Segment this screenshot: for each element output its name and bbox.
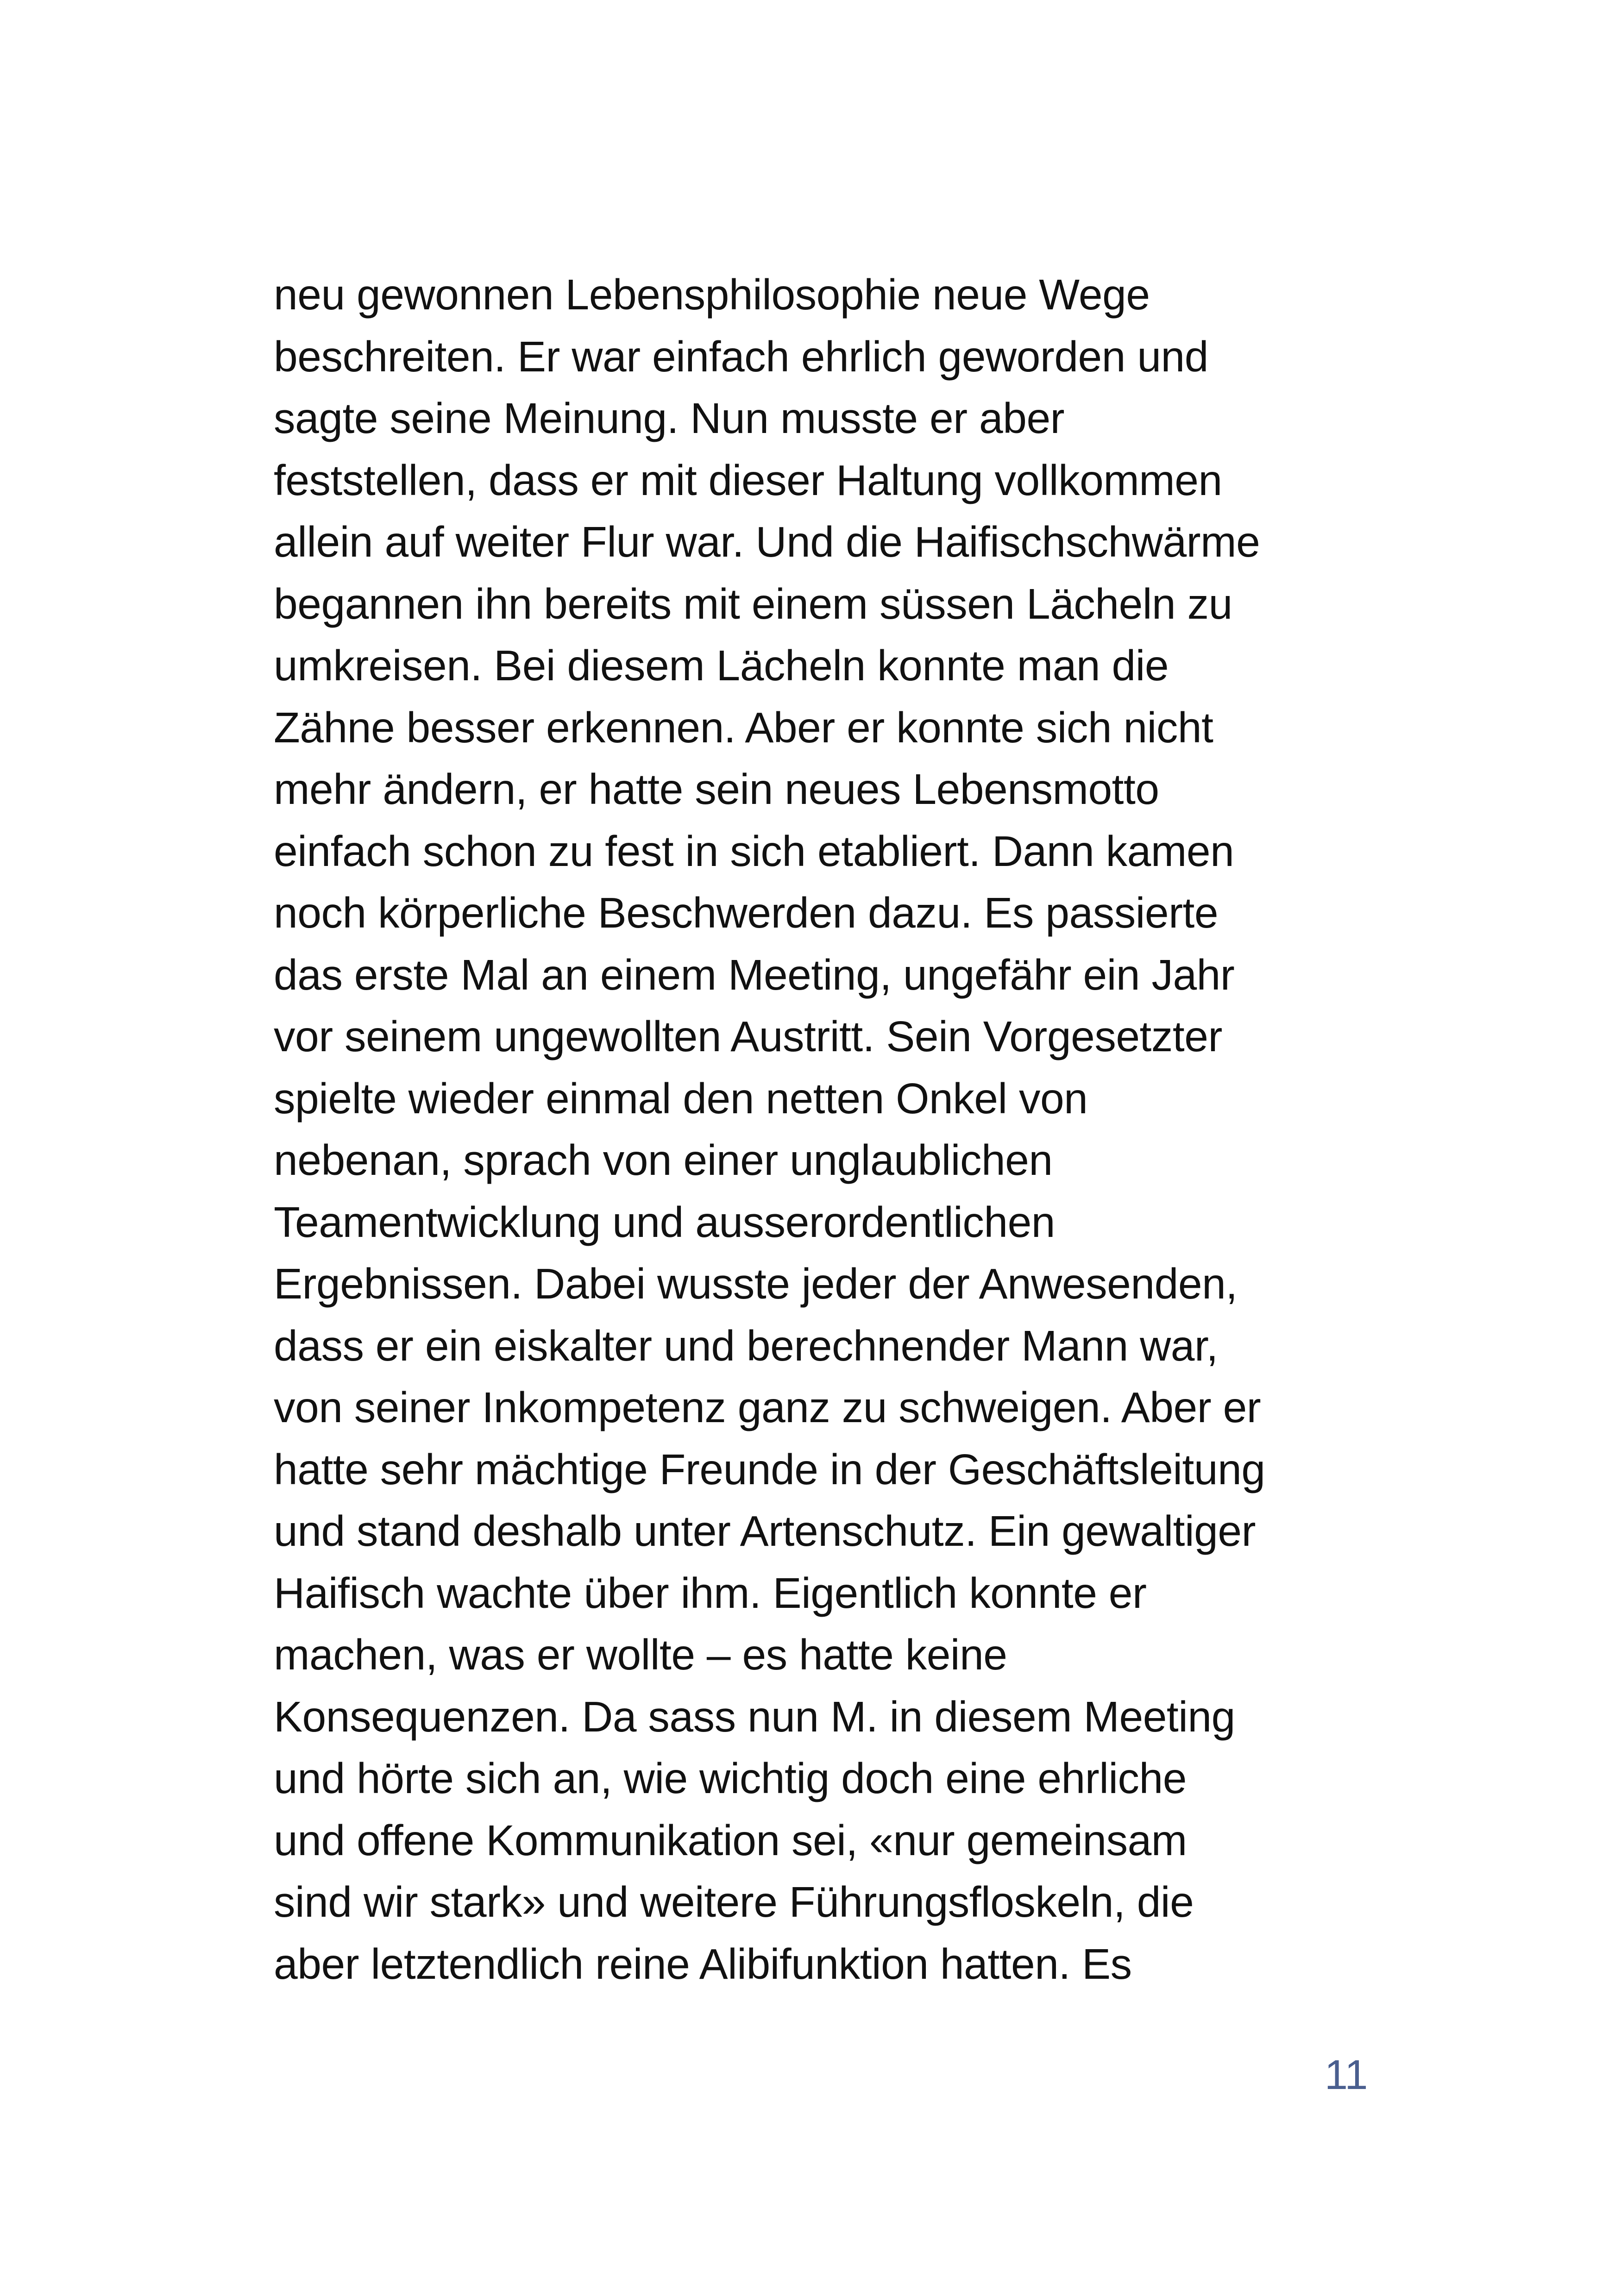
page-number: 11 bbox=[1325, 2052, 1368, 2098]
text-line: nebenan, sprach von einer unglaublichen bbox=[274, 1136, 1053, 1184]
text-line: neu gewonnen Lebensphilosophie neue Wege bbox=[274, 270, 1150, 319]
text-line: Teamentwicklung und ausserordentlichen bbox=[274, 1198, 1056, 1246]
text-line: hatte sehr mächtige Freunde in der Geschäftsleitung bbox=[274, 1445, 1265, 1493]
text-line: noch körperliche Beschwerden dazu. Es passierte bbox=[274, 889, 1219, 937]
text-line: allein auf weiter Flur war. Und die Haifischschwärme bbox=[274, 518, 1260, 566]
text-line: das erste Mal an einem Meeting, ungefähr ein Jahr bbox=[274, 950, 1235, 999]
text-line: vor seinem ungewollten Austritt. Sein Vorgesetzter bbox=[274, 1012, 1222, 1060]
text-line: spielte wieder einmal den netten Onkel von bbox=[274, 1074, 1088, 1123]
text-line: Haifisch wachte über ihm. Eigentlich konnte er bbox=[274, 1568, 1147, 1617]
text-line: dass er ein eiskalter und berechnender Mann war, bbox=[274, 1321, 1218, 1370]
text-line: machen, was er wollte – es hatte keine bbox=[274, 1631, 1007, 1679]
text-line: sind wir stark» und weitere Führungsfloskeln, die bbox=[274, 1878, 1194, 1926]
text-line: einfach schon zu fest in sich etabliert. Dann kamen bbox=[274, 827, 1234, 875]
text-line: umkreisen. Bei diesem Lächeln konnte man die bbox=[274, 641, 1169, 690]
text-line: begannen ihn bereits mit einem süssen Lächeln zu bbox=[274, 579, 1232, 628]
text-line: und offene Kommunikation sei, «nur gemeinsam bbox=[274, 1816, 1187, 1864]
body-text bbox=[274, 264, 1385, 1995]
text-line: beschreiten. Er war einfach ehrlich geworden und bbox=[274, 332, 1209, 381]
text-line: feststellen, dass er mit dieser Haltung vollkommen bbox=[274, 456, 1222, 504]
text-line: Ergebnissen. Dabei wusste jeder der Anwesenden, bbox=[274, 1260, 1238, 1308]
text-line: und stand deshalb unter Artenschutz. Ein gewaltiger bbox=[274, 1507, 1256, 1555]
text-line: von seiner Inkompetenz ganz zu schweigen. Aber er bbox=[274, 1383, 1261, 1431]
text-line: Zähne besser erkennen. Aber er konnte sich nicht bbox=[274, 703, 1213, 752]
text-line: mehr ändern, er hatte sein neues Lebensmotto bbox=[274, 765, 1159, 813]
text-line: und hörte sich an, wie wichtig doch eine ehrliche bbox=[274, 1754, 1187, 1802]
text-line: sagte seine Meinung. Nun musste er aber bbox=[274, 394, 1065, 442]
text-line: Konsequenzen. Da sass nun M. in diesem Meeting bbox=[274, 1692, 1235, 1741]
text-line: aber letztendlich reine Alibifunktion hatten. Es bbox=[274, 1939, 1132, 1988]
